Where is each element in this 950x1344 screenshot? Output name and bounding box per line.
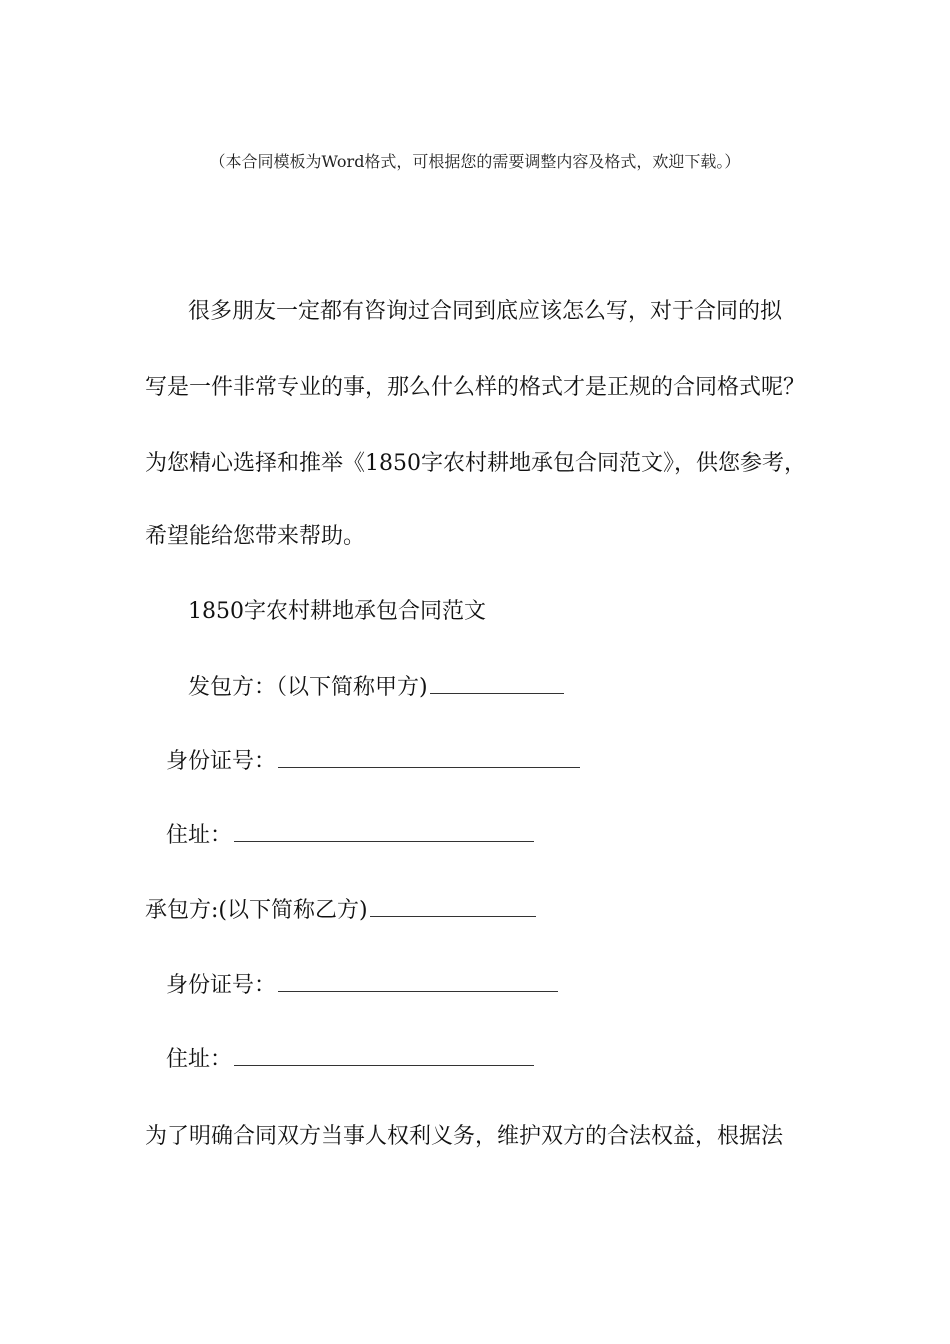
party-a-address-label: 住址：	[166, 823, 233, 848]
body-start-line: 为了明确合同双方当事人权利义务，维护双方的合法权益，根据法	[145, 1124, 784, 1149]
party-b-label: 承包方:(以下简称乙方)	[145, 898, 368, 923]
intro-line-2: 写是一件非常专业的事，那么什么样的格式才是正规的合同格式呢？	[145, 375, 806, 400]
intro-line-4: 希望能给您带来帮助。	[145, 524, 366, 549]
party-a-line	[188, 673, 564, 703]
intro-line-1: 很多朋友一定都有咨询过合同到底应该怎么写，对于合同的拟	[188, 299, 783, 324]
party-a-name-blank	[430, 675, 564, 694]
party-a-id-line	[166, 747, 580, 777]
party-a-id-blank	[278, 749, 580, 768]
party-b-line	[145, 896, 536, 926]
party-b-name-blank	[370, 898, 536, 917]
contract-title: 1850字农村耕地承包合同范文	[188, 599, 486, 624]
intro-line-3: 为您精心选择和推举《1850字农村耕地承包合同范文》，供您参考，	[145, 451, 806, 476]
party-b-id-label: 身份证号：	[166, 973, 277, 998]
party-a-address-line	[166, 821, 534, 851]
party-a-id-label: 身份证号：	[166, 749, 277, 774]
party-a-address-blank	[234, 823, 534, 842]
party-b-address-label: 住址：	[166, 1047, 233, 1072]
party-b-address-blank	[234, 1047, 534, 1066]
party-b-id-line	[166, 971, 558, 1001]
party-b-address-line	[166, 1045, 534, 1075]
template-note: （本合同模板为Word格式，可根据您的需要调整内容及格式，欢迎下载。）	[209, 152, 741, 171]
party-a-label: 发包方：（以下简称甲方)	[188, 675, 428, 700]
party-b-id-blank	[278, 973, 558, 992]
